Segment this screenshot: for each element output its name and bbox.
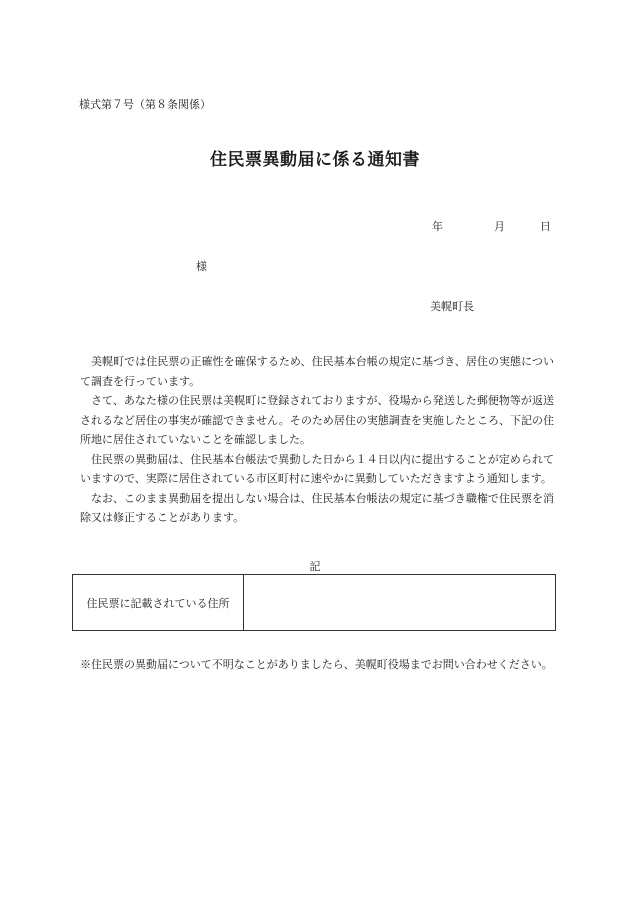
footer-note: ※住民票の異動届について不明なことがありましたら、美幌町役場までお問い合わせください。 (80, 658, 553, 671)
form-number: 様式第７号（第８条関係） (79, 98, 211, 111)
body-paragraph: なお、このまま異動届を提出しない場合は、住民基本台帳法の規定に基づき職権で住民票を消除又は修正することがあります。 (80, 491, 554, 524)
address-label-cell: 住民票に記載されている住所 (73, 575, 244, 631)
body-paragraph: 住民票の異動届は、住民基本台帳法で異動した日から１４日以内に提出することが定められていますので、実際に居住されている市区町村に速やかに異動していただきますよう通知します。 (80, 452, 554, 485)
body-paragraph: さて、あなた様の住民票は美幌町に登録されておりますが、役場から発送した郵便物等が返送されるなど居住の事実が確認できません。そのため居住の実態調査を実施したところ、下記の住所地に居住されていないことを確認しました。 (80, 394, 554, 446)
table-row (73, 575, 556, 631)
address-table (72, 574, 556, 631)
date-month-label: 月 (494, 220, 505, 233)
date-day-label: 日 (540, 220, 551, 233)
date-year-label: 年 (432, 220, 443, 233)
body-paragraph: 美幌町では住民票の正確性を確保するため、住民基本台帳の規定に基づき、居住の実態について調査を行っています。 (80, 355, 554, 388)
addressee-honorific: 様 (196, 260, 207, 273)
address-value-cell (244, 575, 556, 631)
record-heading: 記 (309, 560, 321, 573)
notice-body (80, 352, 554, 528)
issuer-name: 美幌町長 (430, 300, 474, 313)
document-title: 住民票異動届に係る通知書 (210, 150, 420, 170)
